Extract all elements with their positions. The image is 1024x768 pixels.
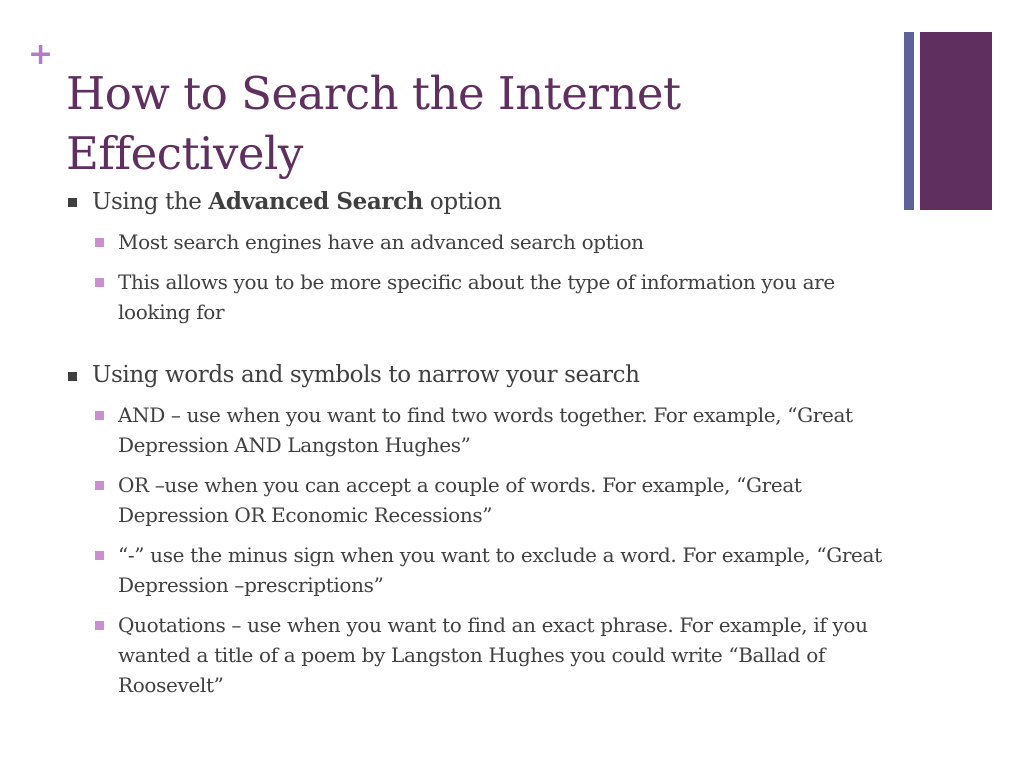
sub-bullet-text: Most search engines have an advanced search option	[118, 230, 644, 254]
sub-bullet-text: OR –use when you can accept a couple of words. For example, “Great Depression OR Economic Recessions”	[118, 473, 802, 527]
bullet-text-bold: Advanced Search	[208, 188, 424, 215]
bullet-text-suffix: option	[423, 189, 502, 215]
slide-content	[66, 185, 886, 700]
bullet-advanced-search	[66, 185, 886, 219]
slide-title	[66, 64, 866, 184]
sub-bullet-quotations	[66, 610, 886, 700]
square-sub-bullet-icon	[95, 621, 104, 630]
slide-title-line-2: Effectively	[66, 127, 303, 180]
sub-bullet-text: This allows you to be more specific about the type of information you are looking for	[118, 270, 835, 324]
sub-bullet-or	[66, 470, 886, 530]
square-sub-bullet-icon	[95, 551, 104, 560]
square-sub-bullet-icon	[95, 238, 104, 247]
sub-bullet-minus	[66, 540, 886, 600]
decorative-bar-thick	[920, 32, 992, 210]
sub-bullet-text: AND – use when you want to find two words together. For example, “Great Depression AND Langston Hughes”	[118, 403, 853, 457]
square-sub-bullet-icon	[95, 278, 104, 287]
bullet-text-prefix: Using the	[92, 189, 209, 215]
bullet-words-and-symbols	[66, 359, 886, 392]
square-bullet-icon	[68, 198, 77, 207]
square-bullet-icon	[68, 372, 77, 381]
decorative-bar-thin	[904, 32, 914, 210]
sub-bullet-text: “-” use the minus sign when you want to exclude a word. For example, “Great Depression –prescriptions”	[118, 543, 882, 597]
sub-bullet-text: Quotations – use when you want to find an exact phrase. For example, if you wanted a title of a poem by Langston Hughes you could write “Ballad of Roosevelt”	[118, 613, 868, 697]
plus-icon: +	[28, 37, 54, 72]
square-sub-bullet-icon	[95, 481, 104, 490]
square-sub-bullet-icon	[95, 411, 104, 420]
bullet-text: Using words and symbols to narrow your search	[92, 362, 640, 388]
sub-bullet	[66, 267, 886, 327]
sub-bullet	[66, 227, 886, 257]
slide-title-line-1: How to Search the Internet	[66, 67, 681, 120]
sub-bullet-and	[66, 400, 886, 460]
